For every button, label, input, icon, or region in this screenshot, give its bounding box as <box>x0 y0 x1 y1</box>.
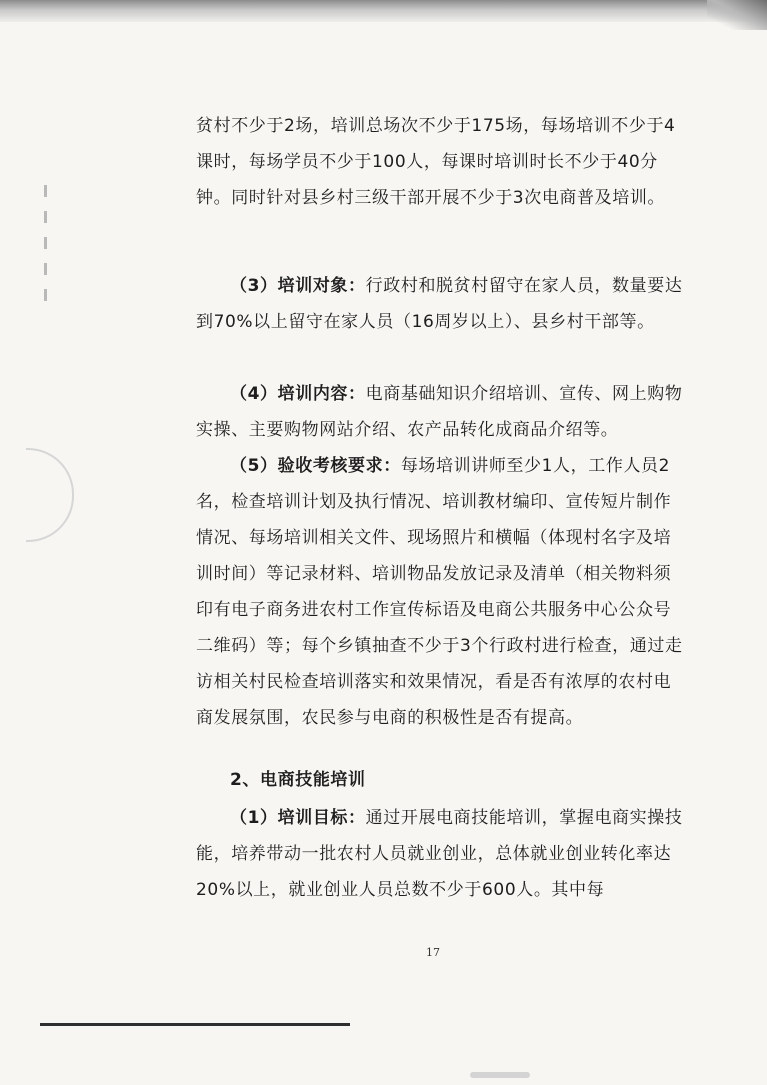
label-training-content: （4）培训内容： <box>230 384 366 404</box>
paragraph-training-goals <box>196 800 686 908</box>
scan-top-shadow <box>0 0 767 22</box>
scan-corner-shadow <box>707 0 767 30</box>
paragraph-acceptance-requirements <box>196 448 686 736</box>
binding-marks <box>36 185 58 335</box>
section-heading-ecommerce-skills: 2、电商技能培训 <box>230 770 366 790</box>
label-acceptance-requirements: （5）验收考核要求： <box>230 456 401 476</box>
paragraph-training-targets <box>196 268 686 340</box>
faint-seal-mark <box>26 448 74 542</box>
scan-smudge <box>470 1072 530 1078</box>
scan-bottom-edge <box>40 1023 350 1026</box>
paragraph-training-sessions: 贫村不少于2场，培训总场次不少于175场，每场培训不少于4课时，每场学员不少于100人，每课时培训时长不少于40分钟。同时针对县乡村三级干部开展不少于3次电商普及培训。 <box>196 116 676 208</box>
label-training-goals: （1）培训目标： <box>230 808 366 828</box>
text-training-content: 电商基础知识介绍培训、宣传、网上购物实操、主要购物网站介绍、农产品转化成商品介绍等。 <box>196 384 683 440</box>
text-acceptance-requirements: 每场培训讲师至少1人，工作人员2名，检查培训计划及执行情况、培训教材编印、宣传短片制作情况、每场培训相关文件、现场照片和横幅（体现村名字及培训时间）等记录材料、培训物品发放记录及清单（相关物料须印有电子商务进农村工作宣传标语及电商公共服务中心公众号二维码）等；每个乡镇抽查不少于3个行政村进行检查，通过走访相关村民检查培训落实和效果情况，看是否有浓厚的农村电商发展氛围，农民参与电商的积极性是否有提高。 <box>196 456 683 728</box>
label-training-targets: （3）培训对象： <box>230 276 366 296</box>
page-number: 17 <box>426 946 440 959</box>
paragraph-training-content <box>196 376 686 448</box>
text-training-targets: 行政村和脱贫村留守在家人员，数量要达到70%以上留守在家人员（16周岁以上）、县乡村干部等。 <box>196 276 683 332</box>
text-training-goals: 通过开展电商技能培训，掌握电商实操技能，培养带动一批农村人员就业创业，总体就业创业转化率达20%以上，就业创业人员总数不少于600人。其中每 <box>196 808 683 900</box>
